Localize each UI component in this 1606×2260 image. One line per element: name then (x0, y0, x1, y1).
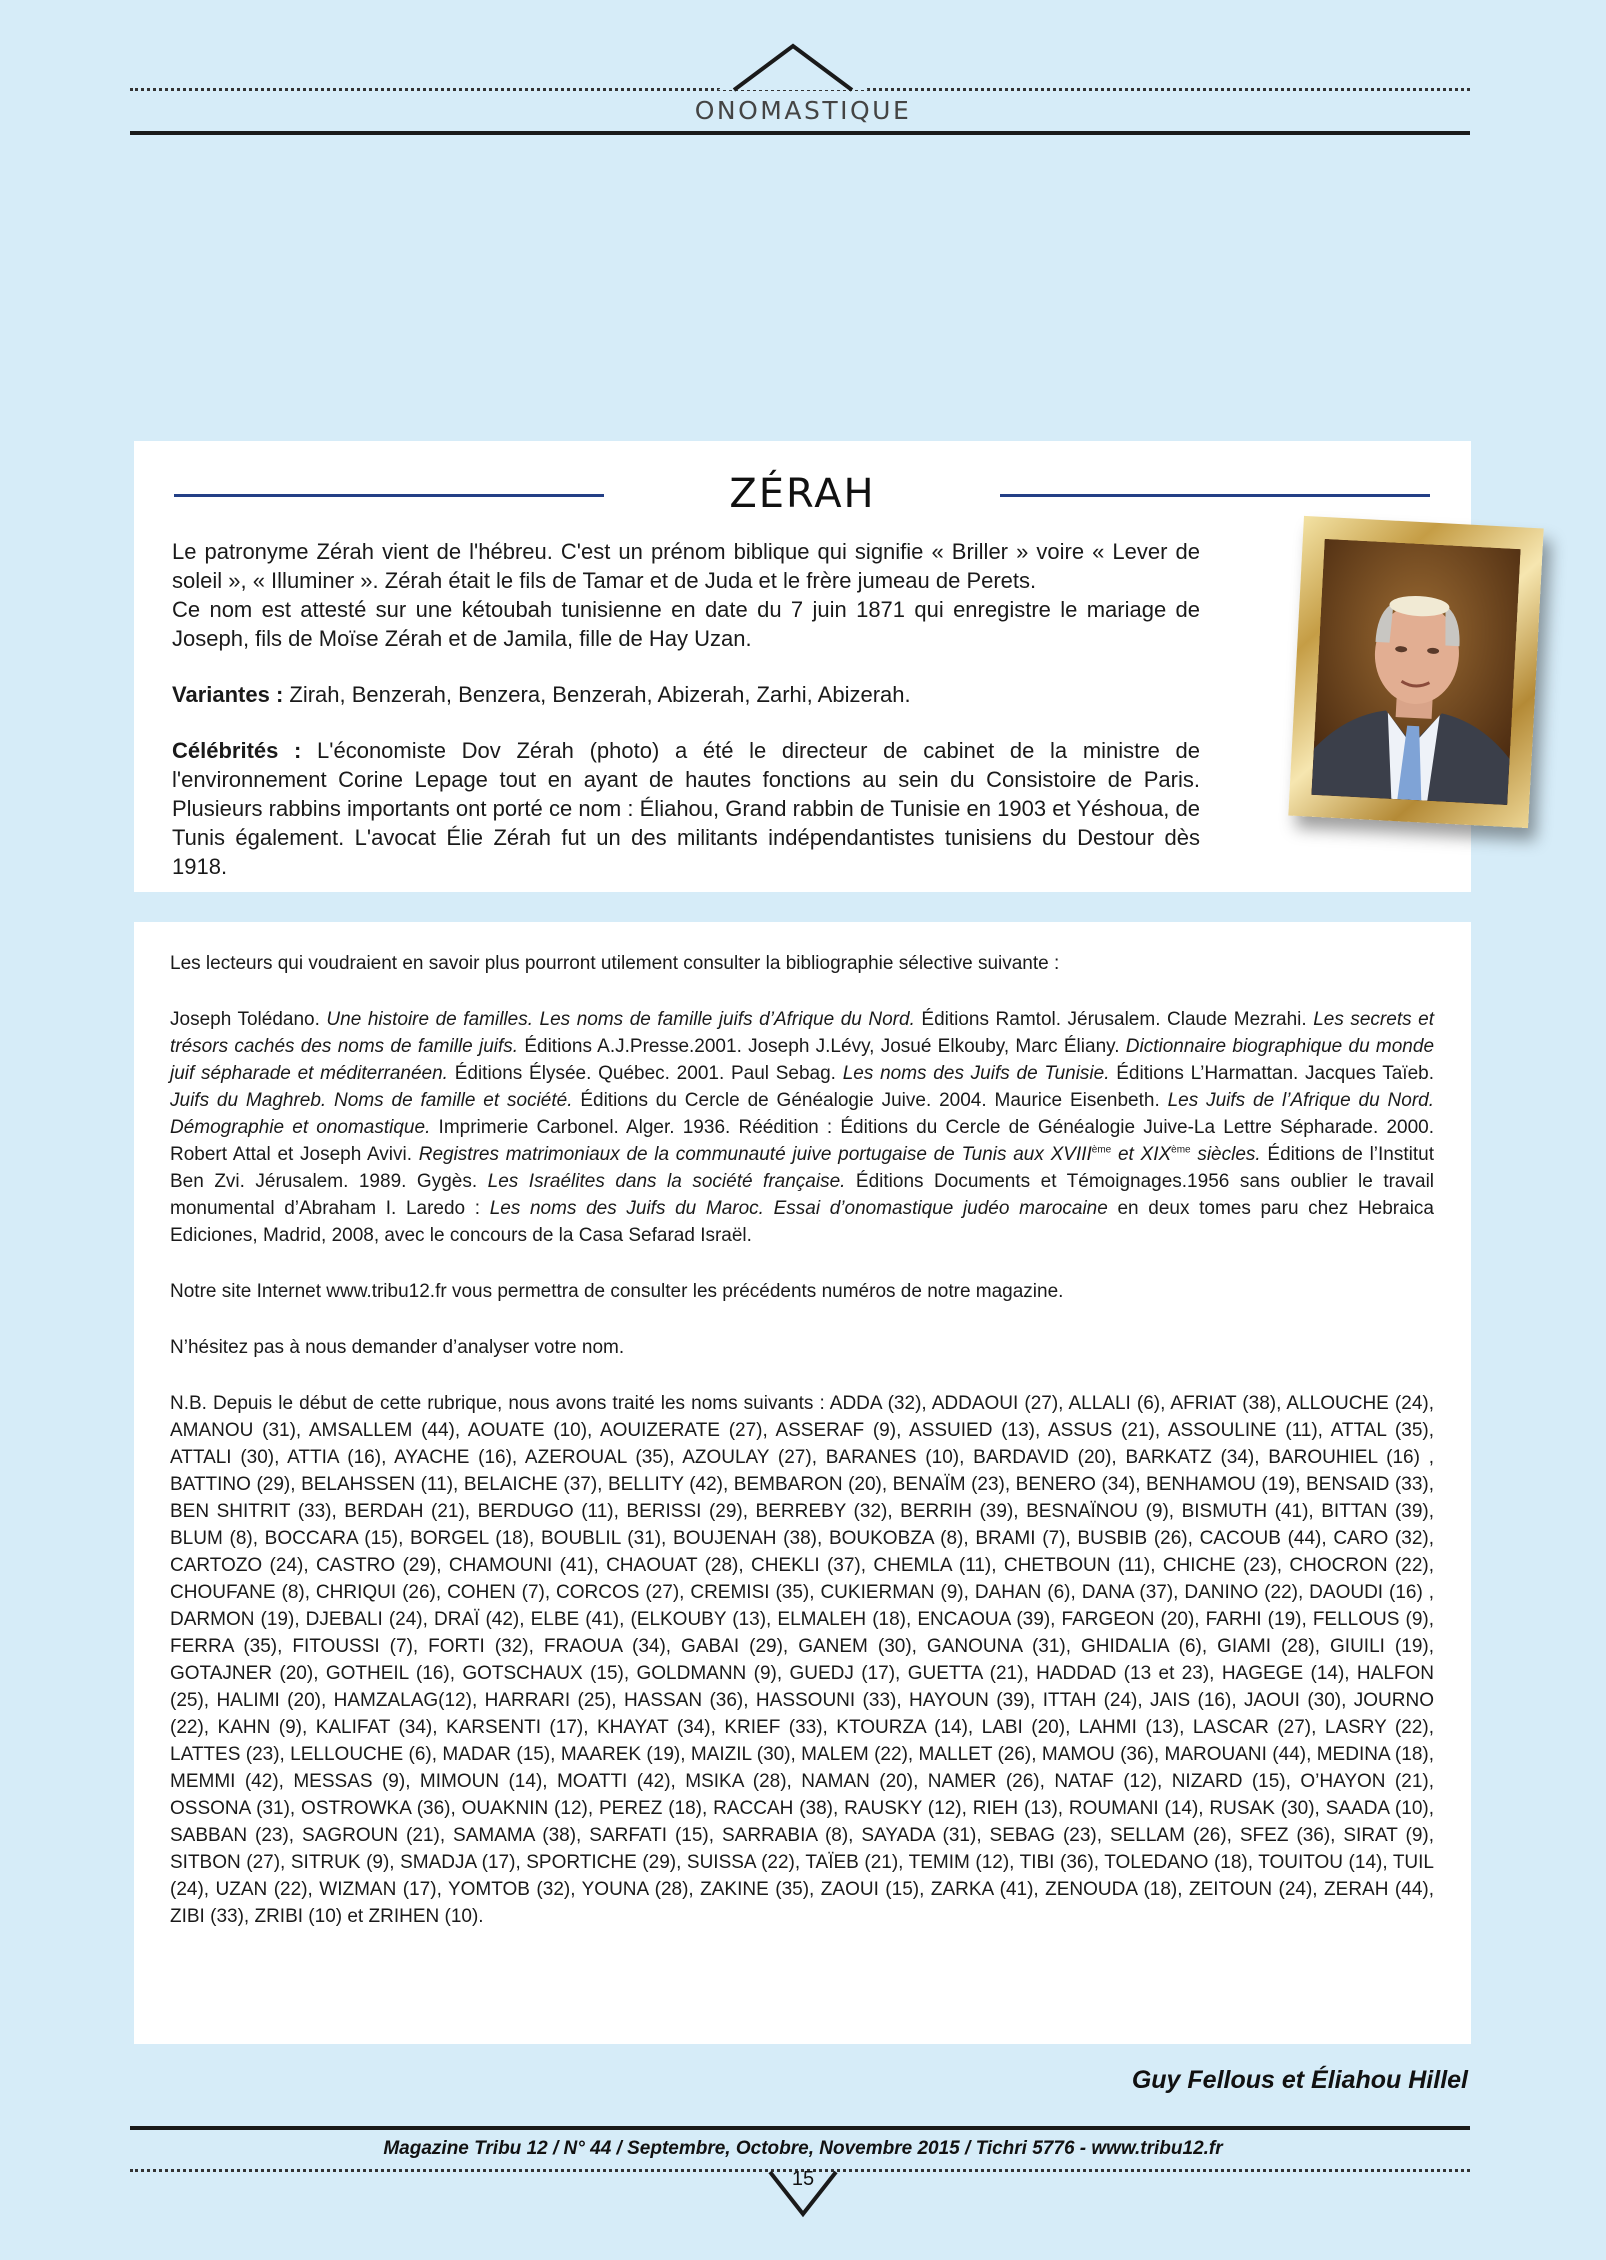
article-box (134, 441, 1471, 892)
header-triangle-ornament (718, 38, 868, 94)
article-ketoubah: Ce nom est attesté sur une kétoubah tunisienne en date du 7 juin 1871 qui enregistre le mariage de Joseph, fils de Moïse Zérah et de Jamila, fille de Hay Uzan. (172, 597, 1200, 651)
biblio-ref-title: Les Israélites dans la société française. (487, 1171, 846, 1192)
biblio-ref: Éditions du Cercle de Généalogie Juive. 2004. Maurice Eisenbeth. (572, 1090, 1168, 1111)
biblio-ref: Joseph Tolédano. (170, 1009, 327, 1030)
celebrities-label: Célébrités : (172, 738, 302, 763)
biblio-ref: Éditions Élysée. Québec. 2001. Paul Sebag. (447, 1063, 843, 1084)
celebrities-text: L'économiste Dov Zérah (photo) a été le directeur de cabinet de la ministre de l'environnement Corine Lepage tout en ayant de hautes fonctions au sein du Consistoire de Paris. Plusieurs rabbins importants ont porté ce nom : Éliahou, Grand rabbin de Tunisie en 1903 et Yéshoua, de Tunis également. L'avocat Élie Zérah fut un des militants indépendantistes tunisiens du Destour dès 1918. (172, 738, 1200, 879)
superscript: ème (1091, 1144, 1112, 1156)
magazine-footer: Magazine Tribu 12 / N° 44 / Septembre, Octobre, Novembre 2015 / Tichri 5776 - www.tribu12.fr (383, 2138, 1223, 2159)
names-list: N.B. Depuis le début de cette rubrique, nous avons traité les noms suivants : ADDA (32), ADDAOUI (27), ALLALI (6), AFRIAT (38), ALLOUCHE (24), AMANOU (31), AMSALLEM (44), AOUATE (10), AOUIZERATE (27), ASSERAF (9), ASSUIED (13), ASSUS (21), ASSOULINE (11), ATTAL (35), ATTALI (30), ATTIA (16), AYACHE (16), AZEROUAL (35), AZOULAY (27), BARANES (10), BARDAVID (20), BARKATZ (34), BAROUHIEL (16) , BATTINO (29), BELAHSSEN (11), BELAICHE (37), BELLITY (42), BEMBARON (20), BENAÏM (23), BENERO (34), BENHAMOU (19), BENSAID (33), BEN SHITRIT (33), BERDAH (21), BERDUGO (11), BERISSI (29), BERREBY (32), BERRIH (39), BESNAÏNOU (9), BISMUTH (41), BITTAN (39), BLUM (8), BOCCARA (15), BORGEL (18), BOUBLIL (31), BOUJENAH (38), BOUKOBZA (8), BRAMI (7), BUSBIB (26), CACOUB (44), CARO (32), CARTOZO (24), CASTRO (29), CHAMOUNI (41), CHAOUAT (28), CHEKLI (37), CHEMLA (11), CHETBOUN (11), CHICHE (23), CHOCRON (22), CHOUFANE (8), CHRIQUI (26), COHEN (7), CORCOS (27), CREMISI (35), CUKIERMAN (9), DAHAN (6), DANA (37), DANINO (22), DAOUDI (16) , DARMON (19), DJEBALI (24), DRAÏ (42), ELBE (41), (ELKOUBY (13), ELMALEH (18), ENCAOUA (39), FARGEON (20), FARHI (19), FELLOUS (9), FERRA (35), FITOUSSI (7), FORTI (32), FRAOUA (34), GABAI (29), GANEM (30), GANOUNA (31), GHIDALIA (6), GIAMI (28), GIUILI (19), GOTAJNER (20), GOTHEIL (16), GOTSCHAUX (15), GOLDMANN (9), GUEDJ (17), GUETTA (21), HADDAD (13 et 23), HAGEGE (14), HALFON (25), HALIMI (20), HAMZALAG(12), HARRARI (25), HASSAN (36), HASSOUNI (33), HAYOUN (39), ITTAH (24), JAIS (16), JAOUI (30), JOURNO (22), KAHN (9), KALIFAT (34), KARSENTI (17), KHAYAT (34), KRIEF (33), KTOURZA (14), LABI (20), LAHMI (13), LASCAR (27), LASRY (22), LATTES (23), LELLOUCHE (6), MADAR (15), MAAREK (19), MAIZIL (30), MALEM (22), MALLET (26), MAMOU (36), MAROUANI (44), MEDINA (18), MEMMI (42), MESSAS (9), MIMOUN (14), MOATTI (42), MSIKA (28), NAMAN (20), NAMER (26), NATAF (12), NIZARD (15), O’HAYON (21), OSSONA (31), OSTROWKA (36), OUAKNIN (12), PEREZ (18), RACCAH (38), RAUSKY (12), RIEH (13), ROUMANI (14), RUSAK (30), SAADA (10), SABBAN (23), SAGROUN (21), SAMAMA (38), SARFATI (15), SARRABIA (8), SAYADA (31), SEBAG (23), SELLAM (26), SFEZ (36), SIRAT (9), SITBON (27), SITRUK (9), SMADJA (17), SPORTICHE (29), SUISSA (22), TAÏEB (21), TEMIM (12), TIBI (36), TOLEDANO (18), TOUITOU (14), TUIL (24), UZAN (22), WIZMAN (17), YOMTOB (32), YOUNA (28), ZAKINE (35), ZAOUI (15), ZARKA (41), ZENOUDA (18), ZEITOUN (24), ZERAH (44), ZIBI (33), ZRIBI (10) et ZRIHEN (10). (170, 1393, 1434, 1927)
biblio-ref-title: Les noms des Juifs de Tunisie. (842, 1063, 1110, 1084)
biblio-ref-title: Registres matrimoniaux de la communauté juive portugaise de Tunis aux XVIII (418, 1144, 1092, 1165)
portrait-photo (1311, 539, 1520, 805)
bibliography-body (170, 950, 1434, 1930)
variants-label: Variantes : (172, 682, 284, 707)
biblio-request: N’hésitez pas à nous demander d’analyser votre nom. (170, 1337, 625, 1358)
biblio-ref-title: Une histoire de familles. Les noms de famille juifs d’Afrique du Nord. (326, 1009, 915, 1030)
biblio-ref-title: Les secrets et trésors cachés des noms de famille juifs. (170, 1009, 1434, 1057)
superscript: ème (1171, 1144, 1191, 1156)
section-title: ONOMASTIQUE (694, 96, 912, 125)
page-number: 15 (791, 2168, 815, 2190)
biblio-ref-title: siècles. (1190, 1144, 1261, 1165)
biblio-ref: Éditions Ramtol. Jérusalem. Claude Mezrahi. (914, 1009, 1314, 1030)
biblio-ref-title: Dictionnaire biographique du monde juif sépharade et méditerranéen. (170, 1036, 1435, 1084)
variants-text: Zirah, Benzerah, Benzera, Benzerah, Abizerah, Zarhi, Abizerah. (283, 682, 911, 707)
authors-signature: Guy Fellous et Éliahou Hillel (1131, 2066, 1468, 2094)
biblio-ref: Éditions A.J.Presse.2001. Joseph J.Lévy, Josué Elkouby, Marc Éliany. (518, 1036, 1126, 1057)
footer-solid-rule (130, 2126, 1470, 2130)
biblio-ref-title: et XIX (1111, 1144, 1172, 1165)
biblio-website: Notre site Internet www.tribu12.fr vous permettra de consulter les précédents numéros de notre magazine. (170, 1281, 1064, 1302)
header-solid-rule (130, 131, 1470, 135)
biblio-ref: Éditions Documents et Témoignages.1956 sans oublier le travail monumental d’Abraham I. Laredo : (170, 1171, 1435, 1219)
biblio-ref-title: Les noms des Juifs du Maroc. Essai d’onomastique judéo marocaine (489, 1198, 1108, 1219)
biblio-ref-title: Les Juifs de l’Afrique du Nord. Démographie et onomastique. (170, 1090, 1434, 1138)
biblio-references (170, 1006, 1434, 1249)
biblio-ref: Éditions de l’Institut Ben Zvi. Jérusalem. 1989. Gygès. (170, 1144, 1434, 1192)
article-body (172, 537, 1434, 881)
biblio-ref-title: Juifs du Maghreb. Noms de famille et société. (170, 1090, 573, 1111)
biblio-ref: en deux tomes paru chez Hebraica Ediciones, Madrid, 2008, avec le concours de la Casa Sefarad Israël. (170, 1198, 1434, 1246)
biblio-ref: Éditions L’Harmattan. Jacques Taïeb. (1109, 1063, 1434, 1084)
bibliography-box (134, 922, 1471, 2044)
article-title: ZÉRAH (729, 471, 876, 517)
article-intro: Le patronyme Zérah vient de l'hébreu. C'est un prénom biblique qui signifie « Briller » voire « Lever de soleil », « Illuminer ». Zérah était le fils de Tamar et de Juda et le frère jumeau de Perets. (172, 539, 1200, 593)
biblio-ref: Imprimerie Carbonel. Alger. 1936. Réédition : Éditions du Cercle de Généalogie Juive-La Lettre Sépharade. 2000. Robert Attal et Joseph Avivi. (170, 1117, 1434, 1165)
portrait-frame (1288, 516, 1543, 828)
biblio-intro: Les lecteurs qui voudraient en savoir plus pourront utilement consulter la bibliographie sélective suivante : (170, 953, 1060, 974)
